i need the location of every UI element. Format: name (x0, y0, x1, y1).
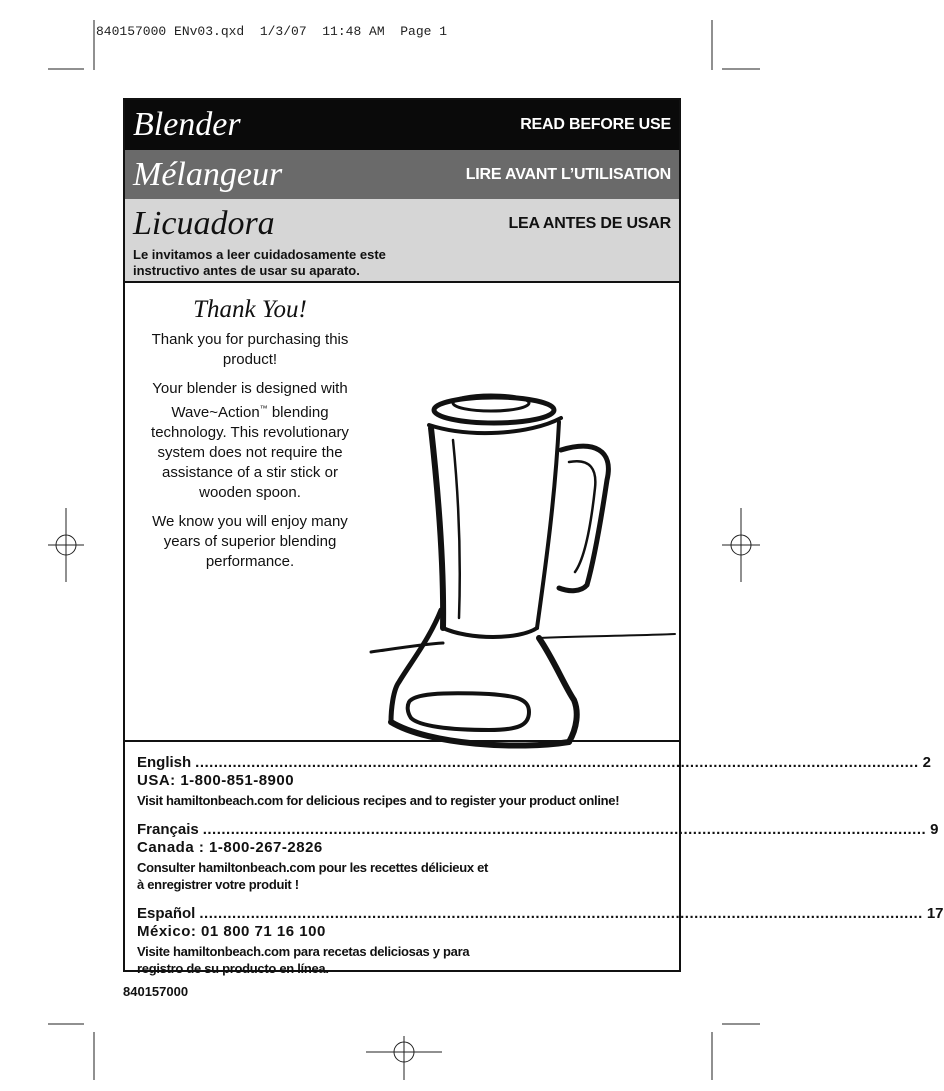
cover-frame (123, 98, 944, 976)
document-number: 840157000 (123, 984, 189, 999)
header-divider (125, 281, 679, 283)
index-french: Français ........................................................................................................................................................... 9 Canada : 1-800-267-2826 Consulter hamiltonbeach.com pour les recettes délicieux et à enregistrer votre produit ! (137, 821, 939, 892)
language-index (125, 740, 944, 976)
index-phone: Canada : 1-800-267-2826 (137, 839, 323, 856)
subtitle-spanish: Le invitamos a leer cuidadosamente este instructivo antes de usar su aparato. (133, 247, 386, 278)
index-phone: México: 01 800 71 16 100 (137, 923, 326, 940)
index-page-number: 17 (926, 905, 944, 922)
title-spanish: Licuadora (133, 205, 275, 242)
thank-you-paragraph-3: We know you will enjoy many years of superior blending performance. (152, 513, 348, 570)
blender-illustration (369, 300, 679, 740)
note-spanish: LEA ANTES DE USAR (508, 215, 671, 232)
registration-mark-left (48, 508, 84, 582)
index-spanish: Español ........................................................................................................................................................... 17 México: 01 800 71 16 100 Visite hamiltonbeach.com para recetas deliciosas y para registro de su producto en línea. (137, 905, 944, 976)
index-visit-text: Visite hamiltonbeach.com para recetas deliciosas y para registro de su producto en línea. (137, 944, 470, 976)
index-language[interactable]: English (137, 754, 192, 771)
index-visit-text: Visit hamiltonbeach.com for delicious recipes and to register your product online! (137, 793, 620, 808)
index-language[interactable]: Français (137, 821, 199, 838)
thank-you-block (135, 290, 365, 581)
header-english (125, 100, 679, 150)
index-page-number: 2 (922, 754, 931, 771)
title-french: Mélangeur (133, 155, 283, 193)
index-page-number: 9 (930, 821, 939, 838)
print-slug: 840157000 ENv03.qxd 1/3/07 11:48 AM Page 1 (96, 24, 448, 39)
registration-mark-right (722, 508, 760, 582)
index-phone: USA: 1-800-851-8900 (137, 772, 295, 789)
index-language[interactable]: Español (137, 905, 196, 922)
header-spanish (125, 199, 679, 281)
note-french: LIRE AVANT L’UTILISATION (465, 165, 671, 183)
thank-you-paragraph-1: Thank you for purchasing this product! (151, 331, 349, 368)
title-english: Blender (133, 106, 241, 143)
note-english: READ BEFORE USE (520, 116, 671, 133)
registration-mark-bottom (366, 1036, 442, 1080)
index-english: English ........................................................................................................................................................... 2 USA: 1-800-851-8900 Visit hamiltonbeach.com for delicious recipes and to register your product online! (137, 754, 931, 808)
index-visit-text: Consulter hamiltonbeach.com pour les recettes délicieux et à enregistrer votre produit ! (137, 860, 489, 892)
thank-you-paragraph-2: Your blender is designed with Wave~Action™ blending technology. This revolutionary system does not require the assistance of a stir stick or wooden spoon. (151, 380, 349, 501)
thank-you-title: Thank You! (193, 296, 307, 323)
header-french (125, 150, 679, 199)
